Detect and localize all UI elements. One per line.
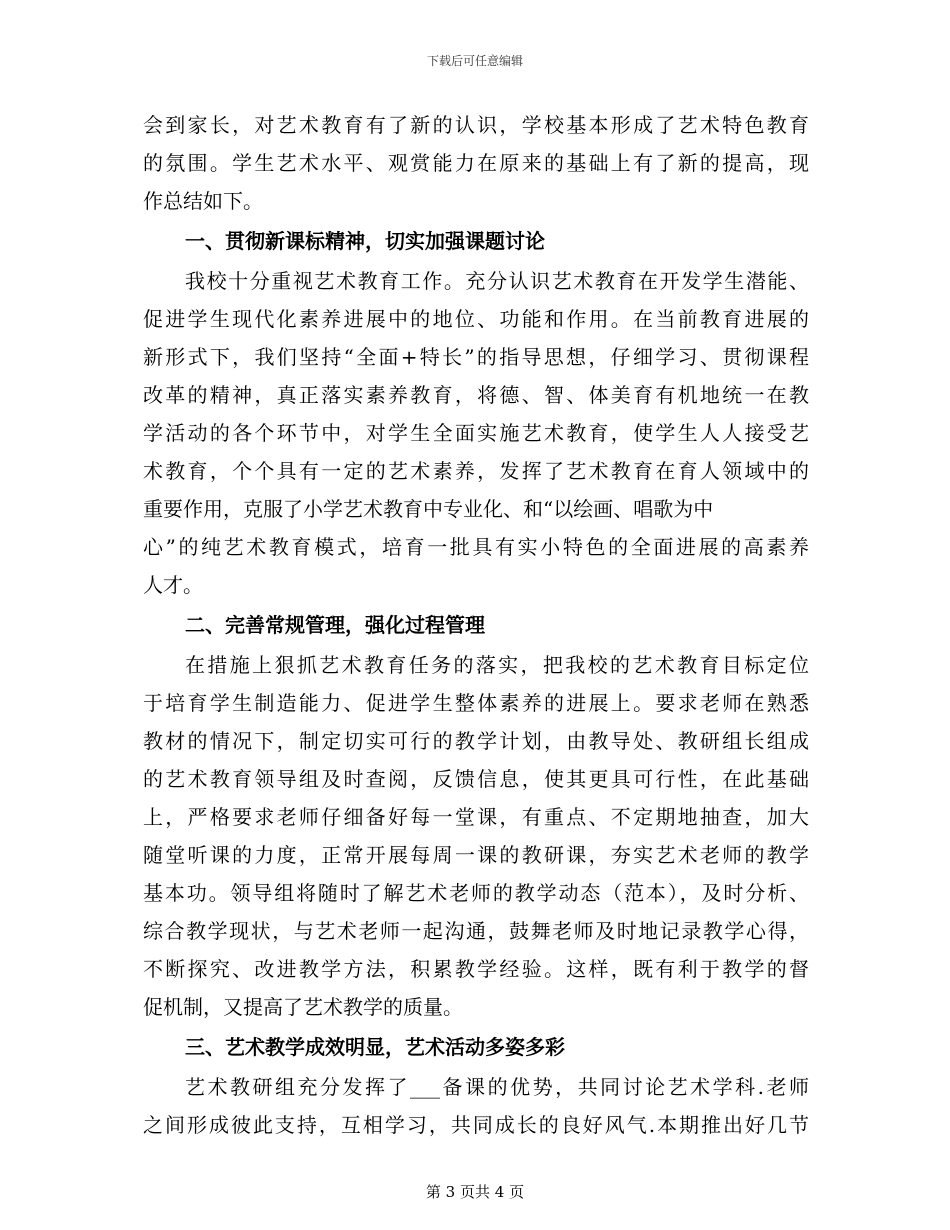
page-footer: 第 3 页共 4 页 [425,1183,525,1201]
section-heading-1: 一、贯彻新课标精神，切实加强课题讨论 [185,229,545,253]
text-line: 不断探究、改进教学方法，积累教学经验。这样，既有利于教学的督 [143,957,809,981]
text-line: 心”的纯艺术教育模式，培育一批具有实小特色的全面进展的高素养 [143,535,809,559]
text-line: 人才。 [143,573,203,597]
text-line: 新形式下，我们坚持“全面+特长”的指导思想，仔细学习、贯彻课程 [143,345,809,369]
text-line: 促进学生现代化素养进展中的地位、功能和作用。在当前教育进展的 [143,307,809,331]
text-line: 基本功。领导组将随时了解艺术老师的教学动态（范本），及时分析、 [143,881,809,905]
text-line: 术教育，个个具有一定的艺术素养，发挥了艺术教育在育人领域中的 [143,459,809,483]
text-line: 艺术教研组充分发挥了___备课的优势，共同讨论艺术学科.老师 [185,1075,809,1099]
section-heading-2: 二、完善常规管理，强化过程管理 [185,613,485,637]
text-line: 学活动的各个环节中，对学生全面实施艺术教育，使学生人人接受艺 [143,421,809,445]
text-line: 之间形成彼此支持，互相学习，共同成长的良好风气.本期推出好几节 [143,1113,809,1137]
text-line: 会到家长，对艺术教育有了新的认识，学校基本形成了艺术特色教育 [143,113,809,137]
paragraph-section-2 [143,646,809,1026]
paragraph-section-3 [143,1068,809,1144]
text-line: 的氛围。学生艺术水平、观赏能力在原来的基础上有了新的提高，现 [143,151,809,175]
text-line: 促机制，又提高了艺术教学的质量。 [143,995,463,1019]
paragraph-intro [143,106,809,220]
text-line: 作总结如下。 [143,189,263,213]
text-line: 随堂听课的力度，正常开展每周一课的教研课，夯实艺术老师的教学 [143,843,809,867]
text-line: 在措施上狠抓艺术教育任务的落实，把我校的艺术教育目标定位 [185,653,809,677]
text-line: 我校十分重视艺术教育工作。充分认识艺术教育在开发学生潜能、 [185,269,809,293]
page-header: 下载后可任意编辑 [426,54,523,68]
text-line: 教材的情况下，制定切实可行的教学计划，由教导处、教研组长组成 [143,729,809,753]
paragraph-section-1 [143,262,809,604]
text-line: 综合教学现状，与艺术老师一起沟通，鼓舞老师及时地记录教学心得， [143,919,809,943]
text-line: 改革的精神，真正落实素养教育，将德、智、体美育有机地统一在教 [143,383,809,407]
text-line: 上，严格要求老师仔细备好每一堂课，有重点、不定期地抽查，加大 [143,805,809,829]
document-body [143,106,809,1144]
text-line: 的艺术教育领导组及时查阅，反馈信息，使其更具可行性，在此基础 [143,767,809,791]
text-line: 重要作用，克服了小学艺术教育中专业化、和“以绘画、唱歌为中 [143,497,714,521]
section-heading-3: 三、艺术教学成效明显，艺术活动多姿多彩 [185,1035,565,1059]
text-line: 于培育学生制造能力、促进学生整体素养的进展上。要求老师在熟悉 [143,691,809,715]
